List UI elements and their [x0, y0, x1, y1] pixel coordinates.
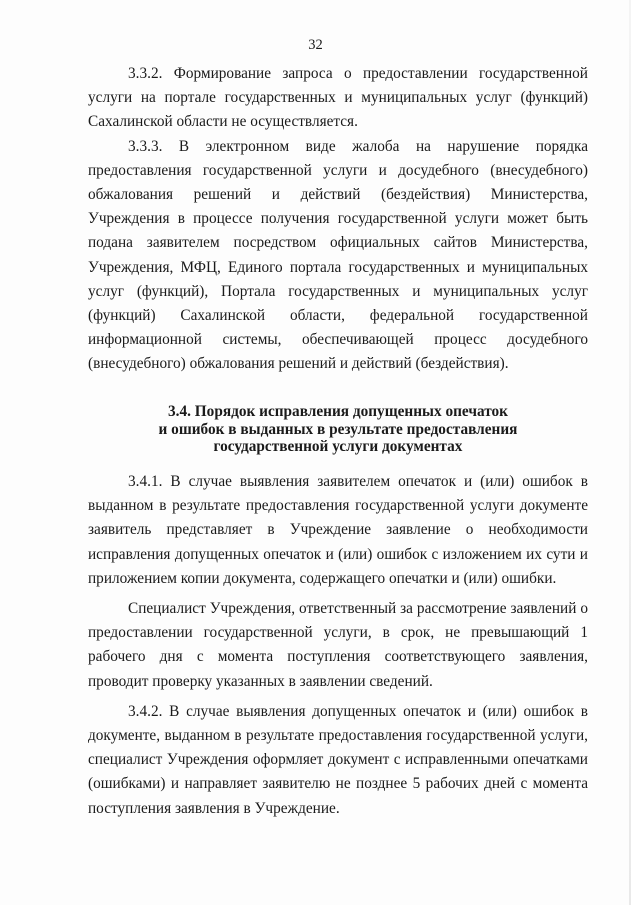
heading-line-3: государственной услуги документах [213, 438, 463, 455]
page-number: 32 [308, 37, 323, 53]
section-3-3-body [88, 62, 588, 377]
section-heading-3-4 [88, 403, 588, 456]
section-3-4-body [88, 470, 588, 821]
paragraph-specialist: Специалист Учреждения, ответственный за рассмотрение заявлений о предоставлении государственной услуги, в срок, не превышающий 1 рабочего дня с момента поступления соответствующего заявления, проводит проверку указанных в заявлении сведений. [88, 600, 588, 690]
heading-line-1: 3.4. Порядок исправления допущенных опечаток [168, 403, 508, 420]
paragraph-3-4-1: 3.4.1. В случае выявления заявителем опечаток и (или) ошибок в выданном в результате предоставления государственной услуги документе заявитель представляет в Учреждение заявление о необходимости исправления допущенных опечаток и (или) ошибок с изложением их сути и приложением копии документа, содержащего опечатки и (или) ошибки. [88, 473, 588, 587]
paragraph-3-3-3: 3.3.3. В электронном виде жалоба на нарушение порядка предоставления государственной услуги и досудебного (внесудебного) обжалования решений и действий (бездействия) Министерства, Учреждения в процессе получения государственной услуги может быть подана заявителем посредством официальных сайтов Министерства, Учреждения, МФЦ, Единого портала государственных и муниципальных услуг (функций), Портала государственных и муниципальных услуг (функций) Сахалинской области, федеральной государственной информационной системы, обеспечивающей процесс досудебного (внесудебного) обжалования решений и действий (бездействия). [88, 137, 588, 373]
paragraph-3-3-2: 3.3.2. Формирование запроса о предоставлении государственной услуги на портале государственных и муниципальных услуг (функций) Сахалинской области не осуществляется. [88, 65, 588, 131]
heading-line-2: и ошибок в выданных в результате предоставления [158, 420, 518, 438]
paragraph-3-4-2: 3.4.2. В случае выявления допущенных опечаток и (или) ошибок в документе, выданном в результате предоставления государственной услуги, специалист Учреждения оформляет документ с исправленными опечатками (ошибками) и направляет заявителю не позднее 5 рабочих дней с момента поступления заявления в Учреждение. [88, 702, 588, 817]
